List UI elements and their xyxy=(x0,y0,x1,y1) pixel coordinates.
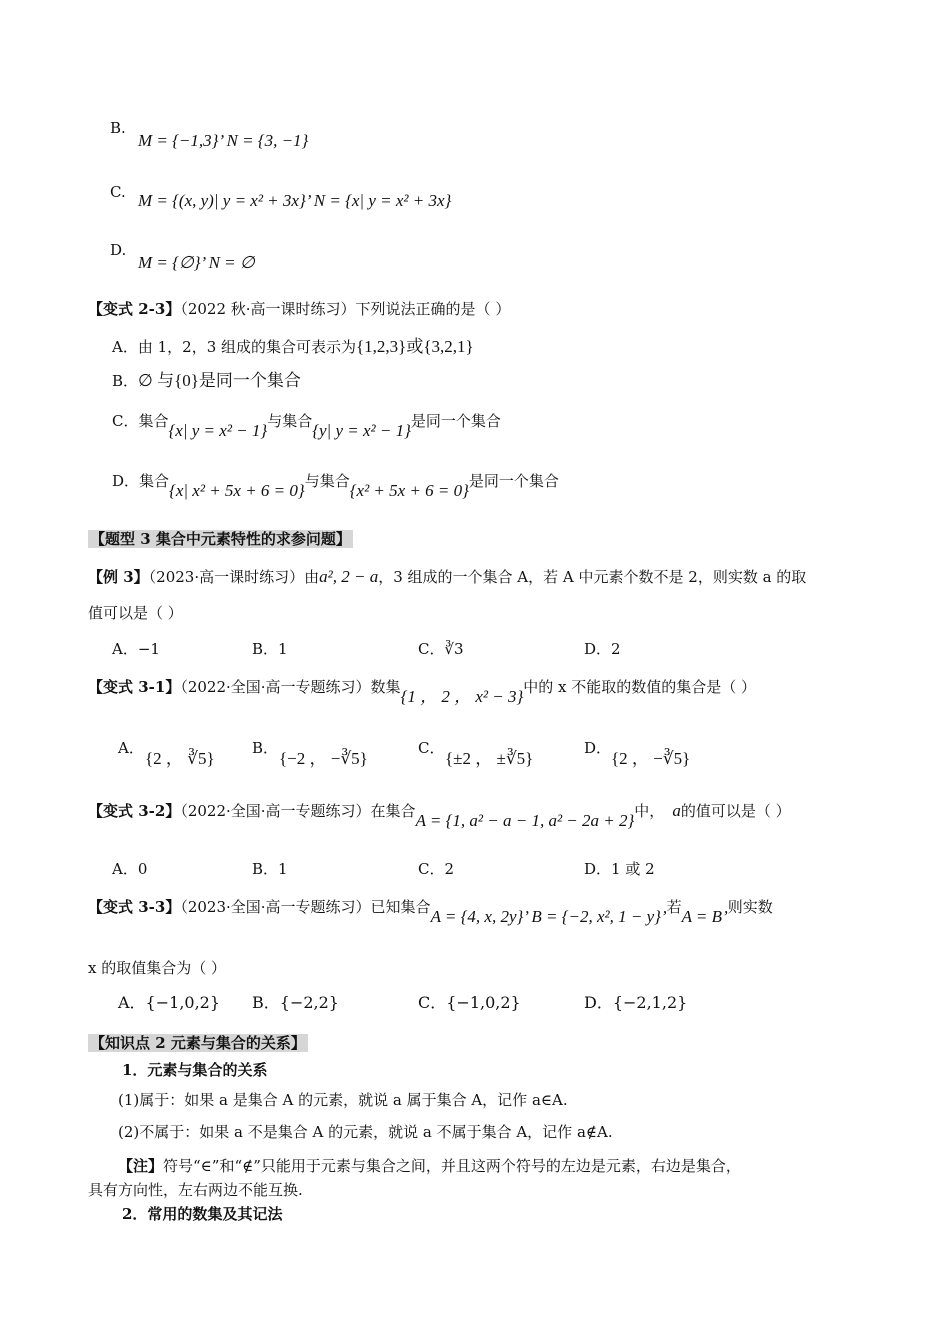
knowledge-2-section-2: 2．常用的数集及其记法 xyxy=(122,1205,283,1223)
variant-3-1-stem xyxy=(88,676,757,706)
example-3-source: （2023·高一课时练习） xyxy=(148,568,305,586)
variant-3-2-stem-2: 中， xyxy=(634,802,665,820)
variant-2-3-title: 【变式 2-3】 xyxy=(88,300,181,318)
option-d-end: 是同一个集合 xyxy=(468,472,559,490)
example-3-option-a: A．−1 xyxy=(112,640,160,658)
variant-3-3-option-b: B．{−2,2} xyxy=(252,993,339,1012)
variant-3-2-option-a: A．0 xyxy=(112,860,148,878)
variant-3-3-stem-line-2: x 的取值集合为（ ） xyxy=(88,959,226,977)
variant-3-3-option-d: D．{−2,1,2} xyxy=(584,993,688,1012)
option-a-math: {1,2,3}或{3,2,1} xyxy=(356,337,474,356)
option-b-text: B． xyxy=(112,372,139,390)
option-d-text: D．集合 xyxy=(112,472,170,490)
knowledge-2-note xyxy=(118,1156,741,1176)
topic-3-header xyxy=(88,529,353,549)
option-d-mid: 与集合 xyxy=(304,472,350,490)
variant-3-1-option-b-math: {−2 ， −∛5} xyxy=(279,749,368,768)
example-3-title: 【例 3】 xyxy=(88,568,149,586)
variant-2-3-option-d xyxy=(112,470,559,500)
knowledge-2-para-1: (1)属于：如果 a 是集合 A 的元素，就说 a 属于集合 A，记作 a∈A. xyxy=(118,1091,568,1109)
variant-3-2-stem-3: 的值可以是（ ） xyxy=(680,802,791,820)
variant-3-1-stem-1: 数集 xyxy=(370,678,401,696)
variant-2-3-option-c xyxy=(112,410,501,440)
option-a-text: A．由 1，2，3 组成的集合可表示为 xyxy=(112,338,357,356)
example-3-option-b: B．1 xyxy=(252,640,288,658)
topic-3-header-text: 【题型 3 集合中元素特性的求参问题】 xyxy=(90,530,351,548)
knowledge-2-para-2: (2)不属于：如果 a 不是集合 A 的元素，就说 a 不属于集合 A，记作 a∉A. xyxy=(118,1123,613,1141)
option-b-math: ∅ 与{0}是同一个集合 xyxy=(138,371,301,390)
variant-3-3-option-c: C．{−1,0,2} xyxy=(418,993,521,1012)
option-c-end: 是同一个集合 xyxy=(410,412,501,430)
option-c-label: C. xyxy=(110,183,126,201)
variant-2-3-option-a xyxy=(112,336,474,358)
variant-3-3-stem-2: 若 xyxy=(666,898,682,916)
option-d-math: M = {∅}’ N = ∅ xyxy=(138,253,255,272)
example-3-option-d: D．2 xyxy=(584,640,621,658)
variant-3-1-option-d-math: {2 ， −∛5} xyxy=(611,749,691,768)
example-3-stem-2: ，3 组成的一个集合 A，若 A 中元素个数不是 2，则实数 a 的取 xyxy=(378,568,807,586)
variant-2-3-question: 下列说法正确的是（ ） xyxy=(355,300,511,318)
variant-3-3-stem xyxy=(88,896,773,926)
variant-3-2-math-a: a xyxy=(672,801,681,820)
example-3-math: a², 2 − a xyxy=(319,567,379,586)
variant-3-1-source: （2022·全国·高一专题练习） xyxy=(180,678,371,696)
variant-2-3-option-b xyxy=(112,370,301,392)
example-3-stem-1: 由 xyxy=(304,568,320,586)
variant-3-2-stem xyxy=(88,800,791,830)
option-c-math-1: {x| y = x² − 1} xyxy=(168,421,268,440)
note-text-1: 符号“∈”和“∉”只能用于元素与集合之间，并且这两个符号的左边是元素，右边是集合， xyxy=(163,1157,741,1175)
variant-3-3-source: （2023·全国·高一专题练习） xyxy=(180,898,371,916)
variant-3-3-stem-1: 已知集合 xyxy=(370,898,431,916)
variant-2-3-source: （2022 秋·高一课时练习） xyxy=(180,300,356,318)
option-c-math-2: {y| y = x² − 1} xyxy=(312,421,411,440)
variant-3-2-option-b: B．1 xyxy=(252,860,288,878)
option-b-math: M = {−1,3}’ N = {3, −1} xyxy=(138,131,309,150)
variant-3-1-stem-2: 中的 x 不能取的数值的集合是（ ） xyxy=(523,678,757,696)
knowledge-2-header-text: 【知识点 2 元素与集合的关系】 xyxy=(90,1034,306,1052)
option-b-label: B. xyxy=(110,119,126,137)
variant-3-2-option-c: C．2 xyxy=(418,860,455,878)
option-c-text: C．集合 xyxy=(112,412,169,430)
variant-3-3-math-1: A = {4, x, 2y}’ B = {−2, x², 1 − y}’ xyxy=(430,907,667,926)
option-c-math: M = {(x, y)| y = x² + 3x}’ N = {x| y = x² + 3x} xyxy=(138,191,452,210)
knowledge-2-header xyxy=(88,1033,308,1053)
variant-3-1-option-a-math: {2 ， ∛5} xyxy=(145,749,215,768)
variant-3-2-option-d: D．1 或 2 xyxy=(584,860,655,878)
knowledge-2-section-1: 1．元素与集合的关系 xyxy=(122,1061,268,1079)
variant-3-2-title: 【变式 3-2】 xyxy=(88,802,181,820)
variant-3-2-source: （2022·全国·高一专题练习） xyxy=(180,802,371,820)
variant-3-2-stem-1: 在集合 xyxy=(370,802,416,820)
variant-3-1-math: {1 ， 2 ， x² − 3} xyxy=(400,687,524,706)
example-3-option-c: C．∛3 xyxy=(418,640,464,658)
variant-2-3-stem xyxy=(88,299,510,319)
variant-3-1-option-c-label: C． xyxy=(418,739,445,757)
variant-3-1-option-d-label: D． xyxy=(584,739,612,757)
variant-3-3-stem-3: 则实数 xyxy=(727,898,773,916)
example-3-stem-line-2: 值可以是（ ） xyxy=(88,604,183,622)
variant-3-3-math-2: A = B’ xyxy=(681,907,728,926)
option-d-math-2: {x² + 5x + 6 = 0} xyxy=(349,481,469,500)
variant-3-1-option-b-label: B． xyxy=(252,739,279,757)
note-label: 【注】 xyxy=(118,1157,164,1175)
variant-3-2-math: A = {1, a² − a − 1, a² − 2a + 2} xyxy=(415,811,635,830)
knowledge-2-note-line-2: 具有方向性，左右两边不能互换. xyxy=(88,1181,303,1199)
option-d-math-1: {x| x² + 5x + 6 = 0} xyxy=(169,481,305,500)
variant-3-3-title: 【变式 3-3】 xyxy=(88,898,181,916)
variant-3-1-option-c-math: {±2 ， ±∛5} xyxy=(445,749,534,768)
option-c-mid: 与集合 xyxy=(267,412,313,430)
variant-3-1-option-a-label: A． xyxy=(118,739,144,757)
variant-3-1-title: 【变式 3-1】 xyxy=(88,678,181,696)
variant-3-3-option-a: A．{−1,0,2} xyxy=(118,993,221,1012)
example-3-stem xyxy=(88,566,806,588)
option-d-label: D. xyxy=(110,241,127,259)
